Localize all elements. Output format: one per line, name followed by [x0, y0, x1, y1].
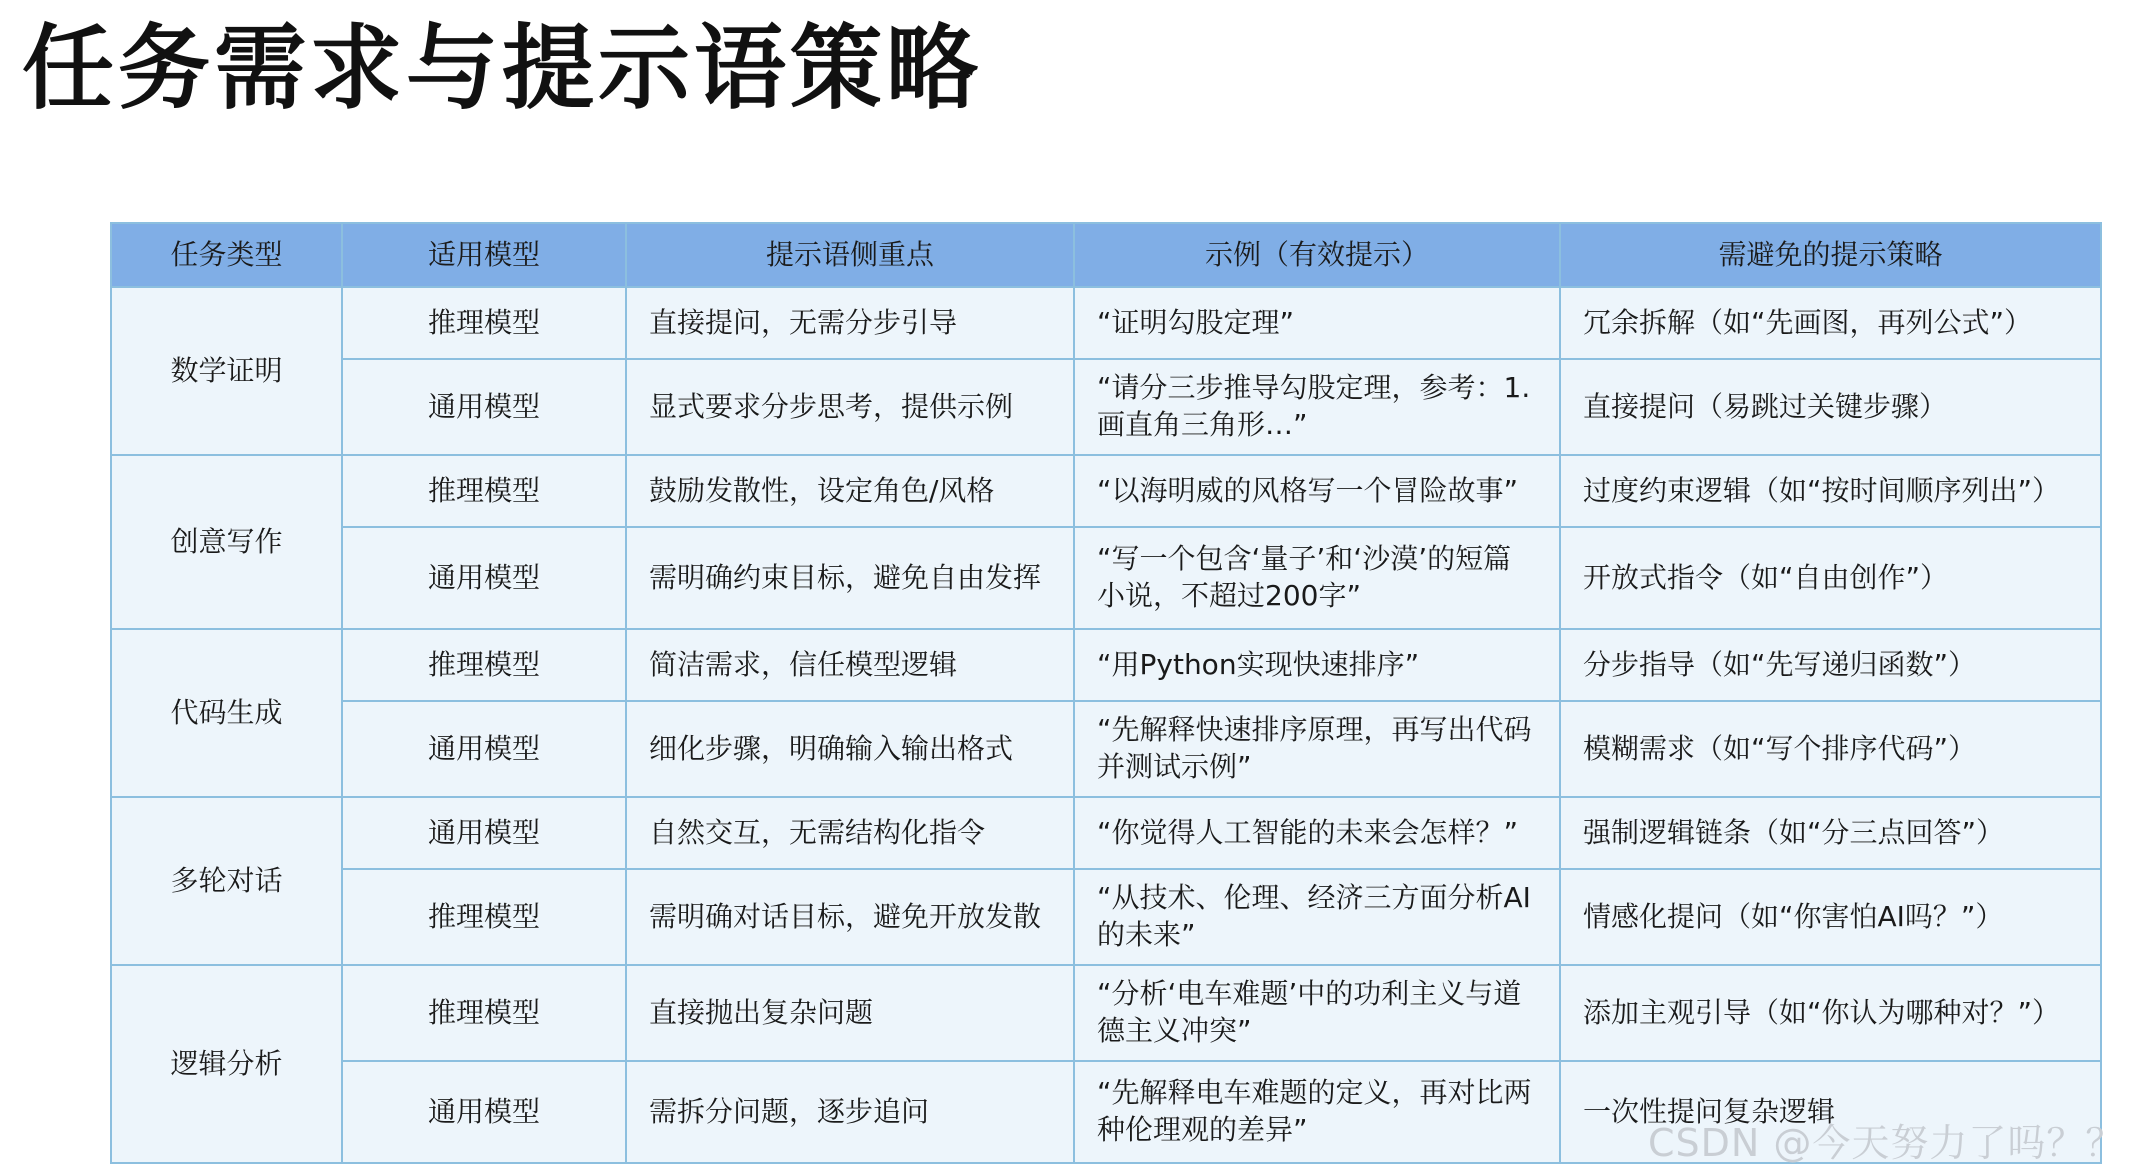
focus-cell: 需拆分问题，逐步追问 — [626, 1061, 1074, 1163]
task-type-cell: 代码生成 — [111, 629, 342, 797]
focus-cell: 简洁需求，信任模型逻辑 — [626, 629, 1074, 701]
example-cell: “你觉得人工智能的未来会怎样？” — [1074, 797, 1560, 869]
header-avoid: 需避免的提示策略 — [1560, 223, 2101, 287]
focus-cell: 直接提问，无需分步引导 — [626, 287, 1074, 359]
example-cell: “请分三步推导勾股定理，参考：1. 画直角三角形…” — [1074, 359, 1560, 455]
avoid-cell: 冗余拆解（如“先画图，再列公式”） — [1560, 287, 2101, 359]
header-task-type: 任务类型 — [111, 223, 342, 287]
avoid-cell: 过度约束逻辑（如“按时间顺序列出”） — [1560, 455, 2101, 527]
table-row — [111, 455, 2101, 527]
focus-cell: 直接抛出复杂问题 — [626, 965, 1074, 1061]
example-cell: “从技术、伦理、经济三方面分析AI的未来” — [1074, 869, 1560, 965]
table-row — [111, 287, 2101, 359]
table-row — [111, 869, 2101, 965]
table-row — [111, 359, 2101, 455]
model-cell: 通用模型 — [342, 1061, 626, 1163]
avoid-cell: 开放式指令（如“自由创作”） — [1560, 527, 2101, 629]
task-type-cell: 数学证明 — [111, 287, 342, 455]
model-cell: 推理模型 — [342, 965, 626, 1061]
task-type-cell: 逻辑分析 — [111, 965, 342, 1163]
table-row — [111, 629, 2101, 701]
focus-cell: 鼓励发散性，设定角色/风格 — [626, 455, 1074, 527]
table-row — [111, 527, 2101, 629]
table-row — [111, 797, 2101, 869]
model-cell: 推理模型 — [342, 869, 626, 965]
avoid-cell: 直接提问（易跳过关键步骤） — [1560, 359, 2101, 455]
model-cell: 通用模型 — [342, 527, 626, 629]
table-row — [111, 701, 2101, 797]
table-header-row — [111, 223, 2101, 287]
avoid-cell: 模糊需求（如“写个排序代码”） — [1560, 701, 2101, 797]
avoid-cell: 添加主观引导（如“你认为哪种对？”） — [1560, 965, 2101, 1061]
example-cell: “写一个包含‘量子’和‘沙漠’的短篇小说，不超过200字” — [1074, 527, 1560, 629]
page-title: 任务需求与提示语策略 — [22, 15, 983, 122]
model-cell: 推理模型 — [342, 455, 626, 527]
example-cell: “先解释电车难题的定义，再对比两种伦理观的差异” — [1074, 1061, 1560, 1163]
task-type-cell: 多轮对话 — [111, 797, 342, 965]
example-cell: “证明勾股定理” — [1074, 287, 1560, 359]
task-type-cell: 创意写作 — [111, 455, 342, 629]
avoid-cell: 情感化提问（如“你害怕AI吗？”） — [1560, 869, 2101, 965]
focus-cell: 自然交互，无需结构化指令 — [626, 797, 1074, 869]
header-focus: 提示语侧重点 — [626, 223, 1074, 287]
model-cell: 通用模型 — [342, 701, 626, 797]
focus-cell: 显式要求分步思考，提供示例 — [626, 359, 1074, 455]
avoid-cell: 一次性提问复杂逻辑 — [1560, 1061, 2101, 1163]
model-cell: 推理模型 — [342, 287, 626, 359]
example-cell: “分析‘电车难题’中的功利主义与道德主义冲突” — [1074, 965, 1560, 1061]
header-example: 示例（有效提示） — [1074, 223, 1560, 287]
avoid-cell: 强制逻辑链条（如“分三点回答”） — [1560, 797, 2101, 869]
watermark: CSDN @今天努力了吗？？ — [1648, 1121, 2125, 1165]
model-cell: 推理模型 — [342, 629, 626, 701]
focus-cell: 细化步骤，明确输入输出格式 — [626, 701, 1074, 797]
example-cell: “先解释快速排序原理，再写出代码并测试示例” — [1074, 701, 1560, 797]
focus-cell: 需明确约束目标，避免自由发挥 — [626, 527, 1074, 629]
focus-cell: 需明确对话目标，避免开放发散 — [626, 869, 1074, 965]
strategy-table — [110, 222, 2102, 1164]
model-cell: 通用模型 — [342, 797, 626, 869]
example-cell: “以海明威的风格写一个冒险故事” — [1074, 455, 1560, 527]
header-model: 适用模型 — [342, 223, 626, 287]
model-cell: 通用模型 — [342, 359, 626, 455]
example-cell: “用Python实现快速排序” — [1074, 629, 1560, 701]
avoid-cell: 分步指导（如“先写递归函数”） — [1560, 629, 2101, 701]
table-row — [111, 965, 2101, 1061]
